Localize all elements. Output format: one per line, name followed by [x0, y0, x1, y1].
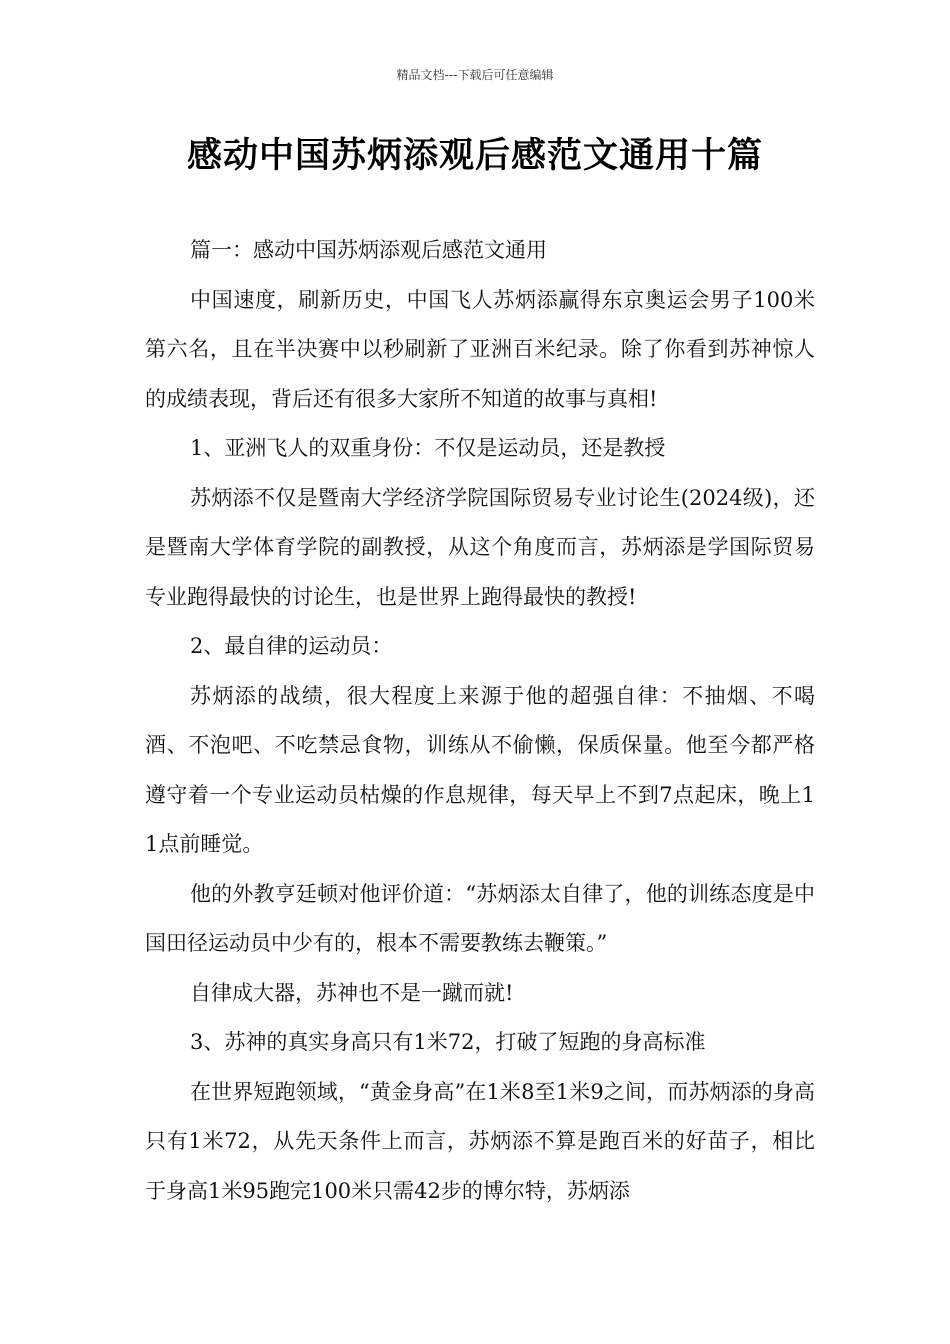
header-note: 精品文档---下载后可任意编辑 [396, 68, 554, 82]
paragraph: 他的外教亨廷顿对他评价道：“苏炳添太自律了，他的训练态度是中国田径运动员中少有的，根本不需要教练去鞭策。” [145, 881, 815, 955]
document-title: 感动中国苏炳添观后感范文通用十篇 [186, 136, 763, 176]
paragraph-subheading: 3、苏神的真实身高只有1米72，打破了短跑的身高标准 [190, 1030, 706, 1054]
paragraph-subheading: 2、最自律的运动员： [190, 634, 393, 658]
paragraph: 在世界短跑领域，“黄金身高”在1米8至1米9之间，而苏炳添的身高只有1米72，从先天条件上而言，苏炳添不算是跑百米的好苗子，相比于身高1米95跑完100米只需42步的博尔特，苏炳添 [145, 1079, 815, 1203]
paragraph: 苏炳添不仅是暨南大学经济学院国际贸易专业讨论生(2024级)，还是暨南大学体育学院的副教授，从这个角度而言，苏炳添是学国际贸易专业跑得最快的讨论生，也是世界上跑得最快的教授! [145, 485, 815, 609]
paragraph-subheading: 1、亚洲飞人的双重身份：不仅是运动员，还是教授 [190, 436, 666, 460]
paragraph: 苏炳添的战绩，很大程度上来源于他的超强自律：不抽烟、不喝酒、不泡吧、不吃禁忌食物，训练从不偷懒，保质保量。他至今都严格遵守着一个专业运动员枯燥的作息规律，每天早上不到7点起床，晚上11点前睡觉。 [145, 683, 815, 856]
paragraph: 中国速度，刷新历史，中国飞人苏炳添赢得东京奥运会男子100米第六名，且在半决赛中以秒刷新了亚洲百米纪录。除了你看到苏神惊人的成绩表现，背后还有很多大家所不知道的故事与真相! [145, 287, 815, 411]
document-body [145, 226, 815, 1216]
paragraph: 自律成大器，苏神也不是一蹴而就! [190, 980, 514, 1005]
paragraph-section-heading: 篇一：感动中国苏炳添观后感范文通用 [190, 238, 547, 262]
